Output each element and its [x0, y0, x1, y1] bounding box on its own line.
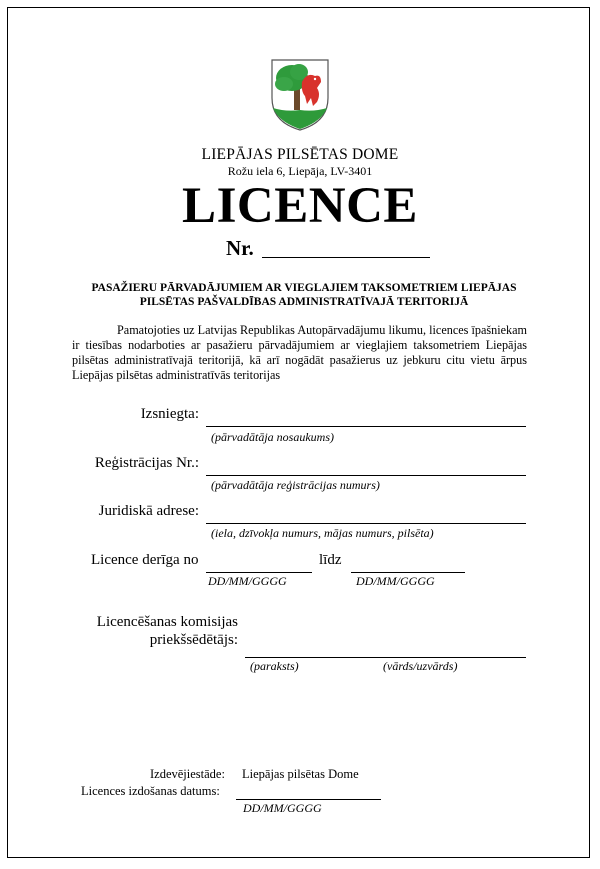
valid-until-label: līdz — [319, 552, 342, 568]
chair-label-line2: priekšsēdētājs: — [149, 632, 238, 648]
licence-heading: PASAŽIERU PĀRVADĀJUMIEM AR VIEGLAJIEM TAKSOMETRIEM LIEPĀJAS PILSĒTAS PAŠVALDĪBAS ADMINISTRATĪVAJĀ TERITORIJĀ — [91, 282, 517, 308]
issued-to-label: Izsniegta: — [140, 406, 199, 422]
valid-from-hint: DD/MM/GGGG — [208, 574, 287, 588]
legal-address-hint: (iela, dzīvokļa numurs, mājas numurs, pilsēta) — [211, 526, 434, 540]
signature-hint: (paraksts) — [250, 659, 299, 673]
valid-from-line — [206, 572, 312, 573]
legal-address-label: Juridiskā adrese: — [98, 503, 199, 519]
issued-to-line — [206, 426, 526, 427]
name-hint: (vārds/uzvārds) — [383, 659, 458, 673]
document-title: LICENCE — [182, 178, 418, 234]
issue-date-line — [236, 799, 381, 800]
organization-name: LIEPĀJAS PILSĒTAS DOME — [201, 146, 399, 163]
signature-line — [245, 657, 526, 658]
reg-no-label: Reģistrācijas Nr.: — [94, 455, 199, 471]
legal-address-line — [206, 523, 526, 524]
coat-of-arms-emblem — [269, 58, 331, 132]
issuer-label: Izdevējiestāde: — [150, 767, 225, 781]
issuer-value: Liepājas pilsētas Dome — [242, 767, 359, 781]
valid-until-hint: DD/MM/GGGG — [356, 574, 435, 588]
issued-to-hint: (pārvadātāja nosaukums) — [211, 430, 334, 444]
valid-from-label: Licence derīga no — [91, 552, 199, 568]
organization-address: Rožu iela 6, Liepāja, LV-3401 — [227, 164, 373, 178]
licence-number-label: Nr. — [226, 236, 254, 260]
reg-no-line — [206, 475, 526, 476]
issue-date-label: Licences izdošanas datums: — [81, 784, 220, 798]
chair-label-line1: Licencēšanas komisijas — [96, 614, 238, 630]
valid-until-line — [351, 572, 465, 573]
issue-date-hint: DD/MM/GGGG — [243, 801, 322, 815]
reg-no-hint: (pārvadātāja reģistrācijas numurs) — [211, 478, 380, 492]
intro-paragraph: Pamatojoties uz Latvijas Republikas Autopārvadājumu likumu, licences īpašniekam ir tiesības nodarboties ar pasažieru pārvadājumiem ar vieglajiem taksometriem Liepājas pilsētas administratīvajā teritorijā, kā arī nogādāt pasažierus uz jebkuru citu vietu ārpus Liepājas pilsētas administratīvās teritorijas — [72, 323, 527, 382]
licence-number-line — [262, 257, 430, 258]
